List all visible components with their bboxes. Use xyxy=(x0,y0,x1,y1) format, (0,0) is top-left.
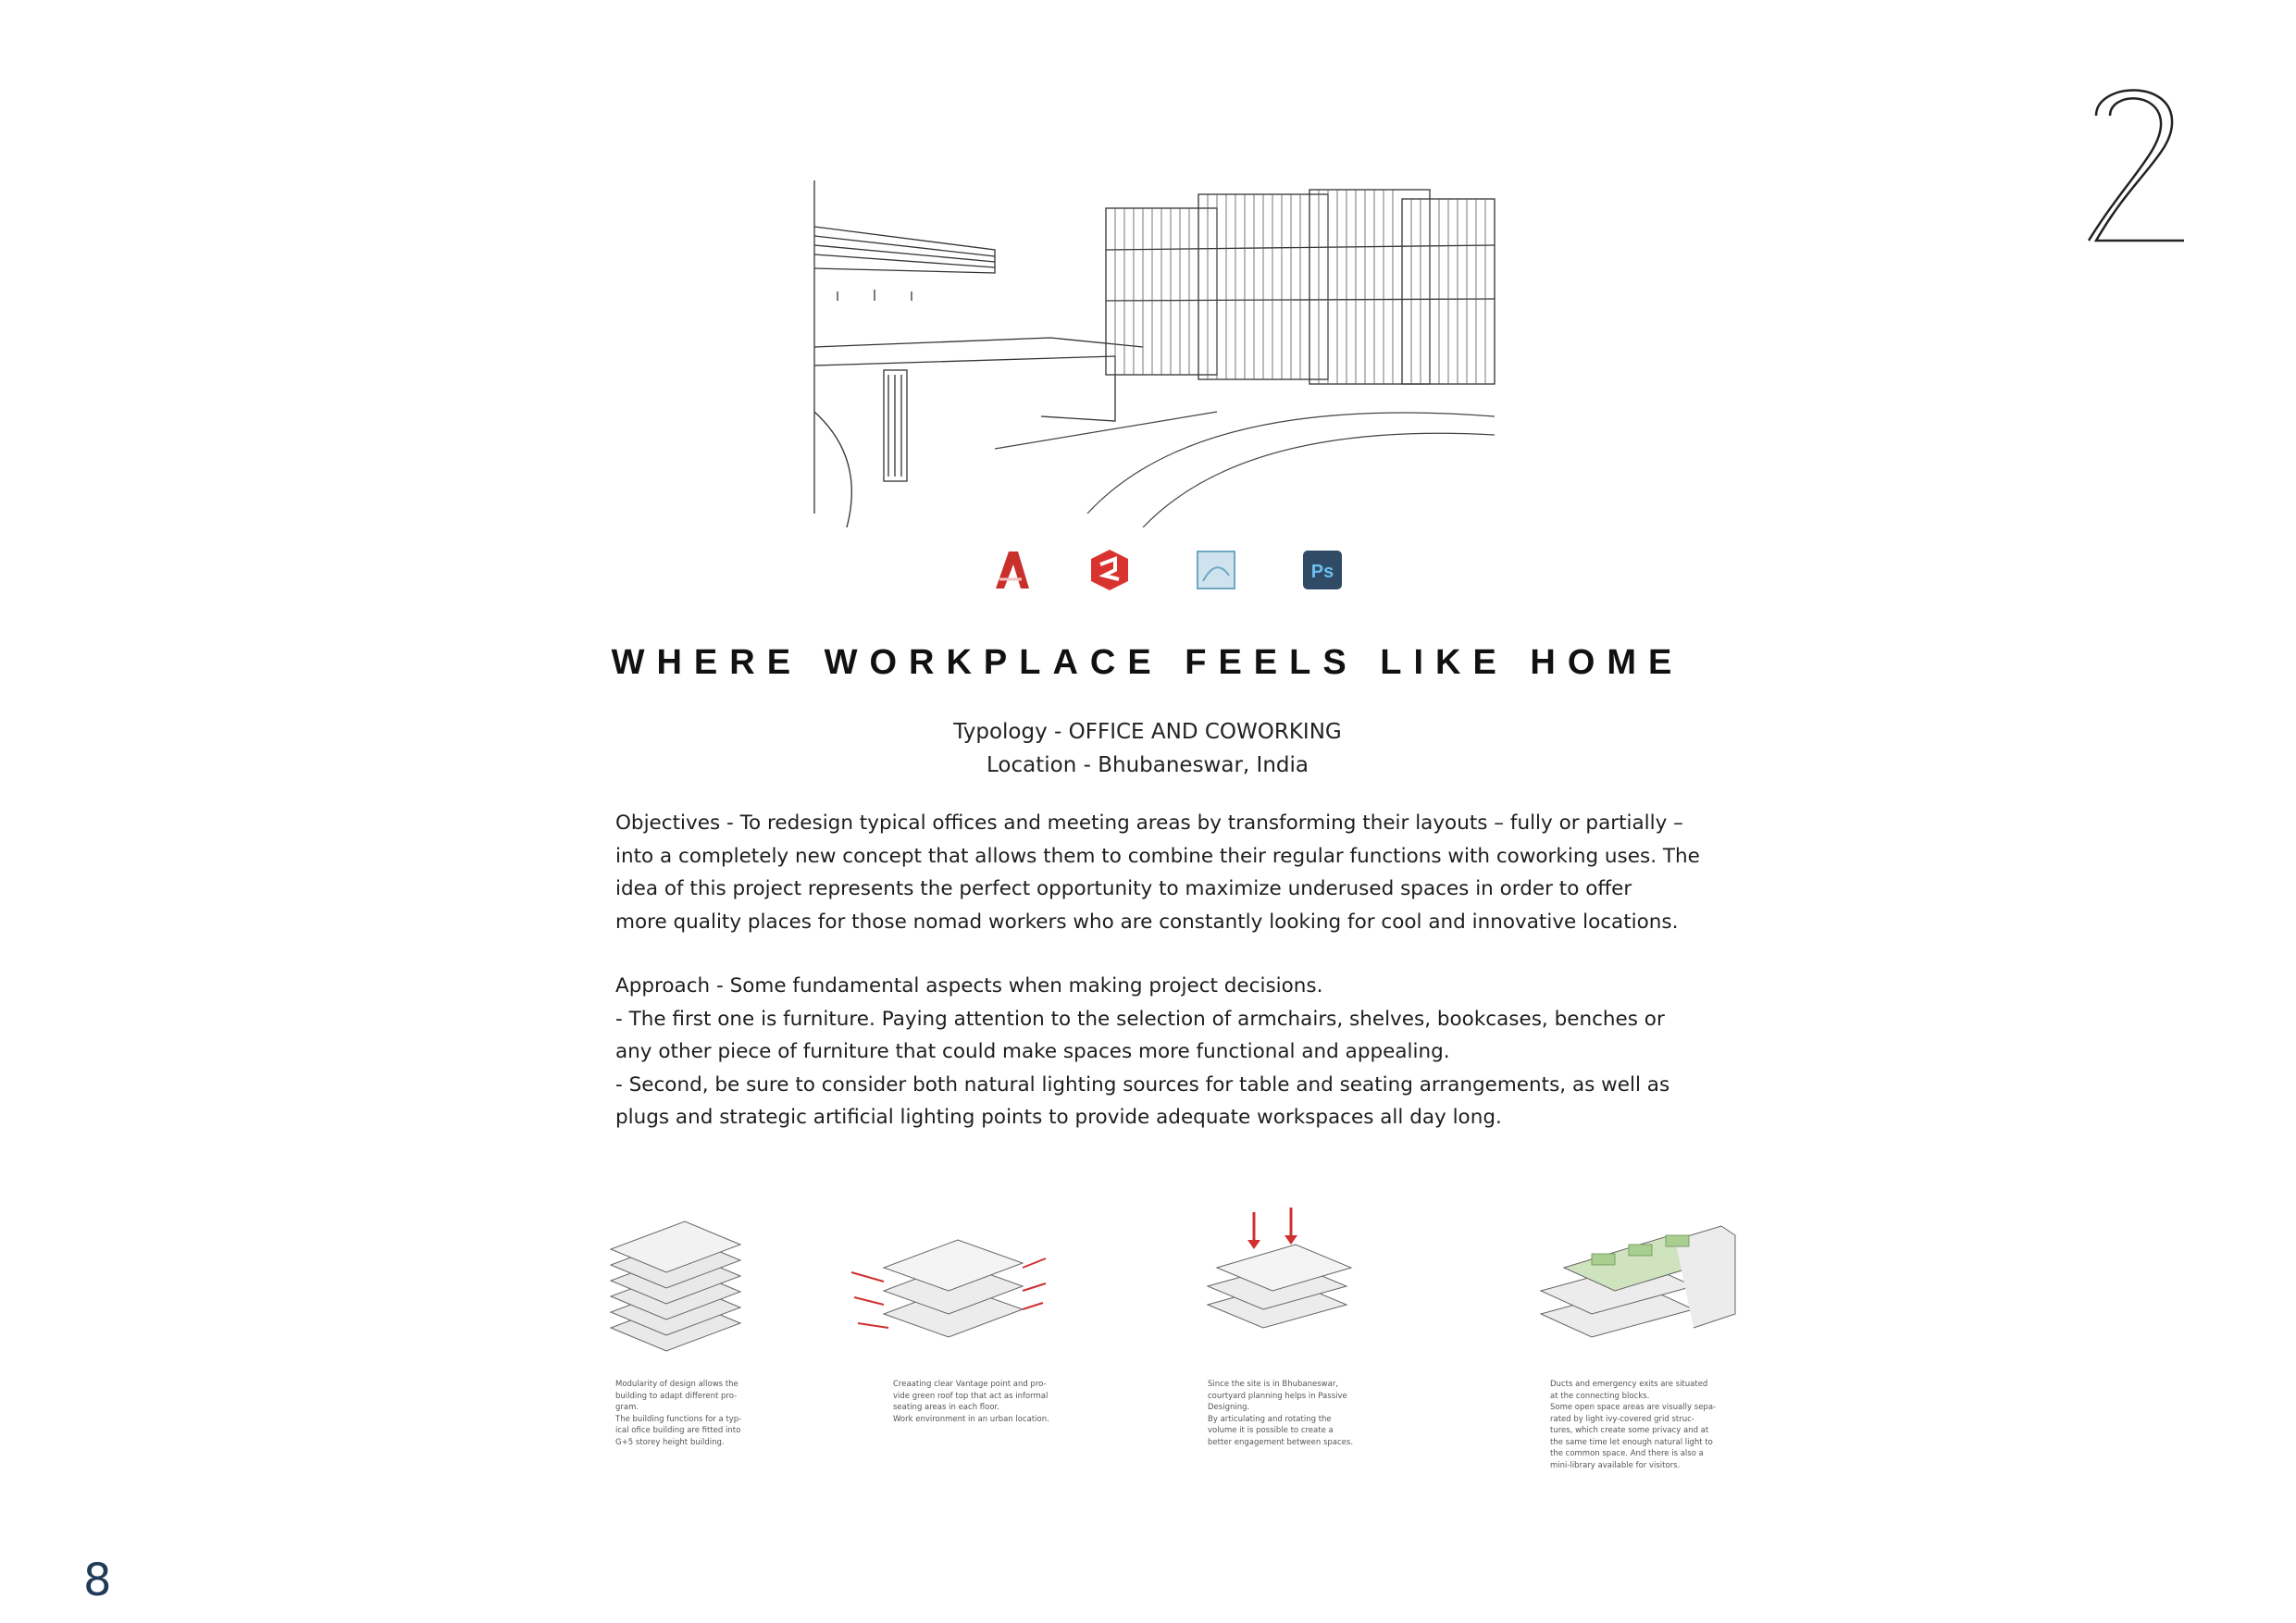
objectives-paragraph xyxy=(615,807,1754,938)
diagram-stacked-floors xyxy=(602,1203,814,1374)
photoshop-icon xyxy=(1300,548,1345,592)
autocad-icon xyxy=(990,548,1035,592)
diagram-caption: Ducts and emergency exits are situated at the connecting blocks. Some open space areas are visually sepa- rated by light ivy-covered grid struc- tures, which create some privacy and at the same time let enough natural light to the common space. And there is also a mini-library available for visitors. xyxy=(1550,1380,1717,1470)
building-perspective-sketch xyxy=(810,180,1504,527)
diagram-caption: Since the site is in Bhubaneswar, courtyard planning helps in Passive Designing. By articulating and rotating the volume it is possible to create a better engagement between spaces. xyxy=(1208,1380,1354,1447)
objectives-line: into a completely new concept that allows them to combine their regular functions with coworking uses. The xyxy=(615,844,1700,868)
diagram-courtyard-rotation xyxy=(1189,1203,1402,1374)
lumion-icon xyxy=(1194,548,1238,592)
objectives-line: more quality places for those nomad workers who are constantly looking for cool and innovative locations. xyxy=(615,910,1679,934)
sketchup-icon xyxy=(1087,548,1132,592)
diagram-green-roofs xyxy=(1536,1203,1749,1374)
diagram-vantage-points xyxy=(847,1203,1060,1374)
page-title: WHERE WORKPLACE FEELS LIKE HOME xyxy=(611,643,1684,682)
svg-text:Ps: Ps xyxy=(1310,562,1334,582)
objectives-line: Objectives - To redesign typical offices and meeting areas by transforming their layouts – fully or partially – xyxy=(615,812,1683,835)
diagram-caption: Creaating clear Vantage point and pro- vide green roof top that act as informal seating areas in each floor. Work environment in an urban location. xyxy=(893,1380,1049,1424)
location-line: Location - Bhubaneswar, India xyxy=(987,753,1309,777)
approach-line: any other piece of furniture that could make spaces more functional and appealing. xyxy=(615,1040,1450,1063)
objectives-line: idea of this project represents the perfect opportunity to maximize underused spaces in order to offer xyxy=(615,877,1632,900)
approach-line: plugs and strategic artificial lighting points to provide adequate workspaces all day long. xyxy=(615,1106,1502,1129)
project-number-glyph xyxy=(2068,65,2198,250)
software-icons-row xyxy=(986,548,1356,603)
page-number: 8 xyxy=(83,1555,112,1606)
typology-line: Typology - OFFICE AND COWORKING xyxy=(953,720,1342,744)
approach-paragraph xyxy=(615,970,1754,1134)
diagram-caption: Modularity of design allows the building to adapt different pro- gram. The building functions for a typ- ical ofice building are fitted into G+5 storey height building. xyxy=(615,1380,742,1447)
approach-line: - Second, be sure to consider both natural lighting sources for table and seating arrangements, as well as xyxy=(615,1072,1670,1096)
approach-line: Approach - Some fundamental aspects when making project decisions. xyxy=(615,974,1323,997)
approach-line: - The first one is furniture. Paying attention to the selection of armchairs, shelves, bookcases, benches or xyxy=(615,1007,1665,1031)
